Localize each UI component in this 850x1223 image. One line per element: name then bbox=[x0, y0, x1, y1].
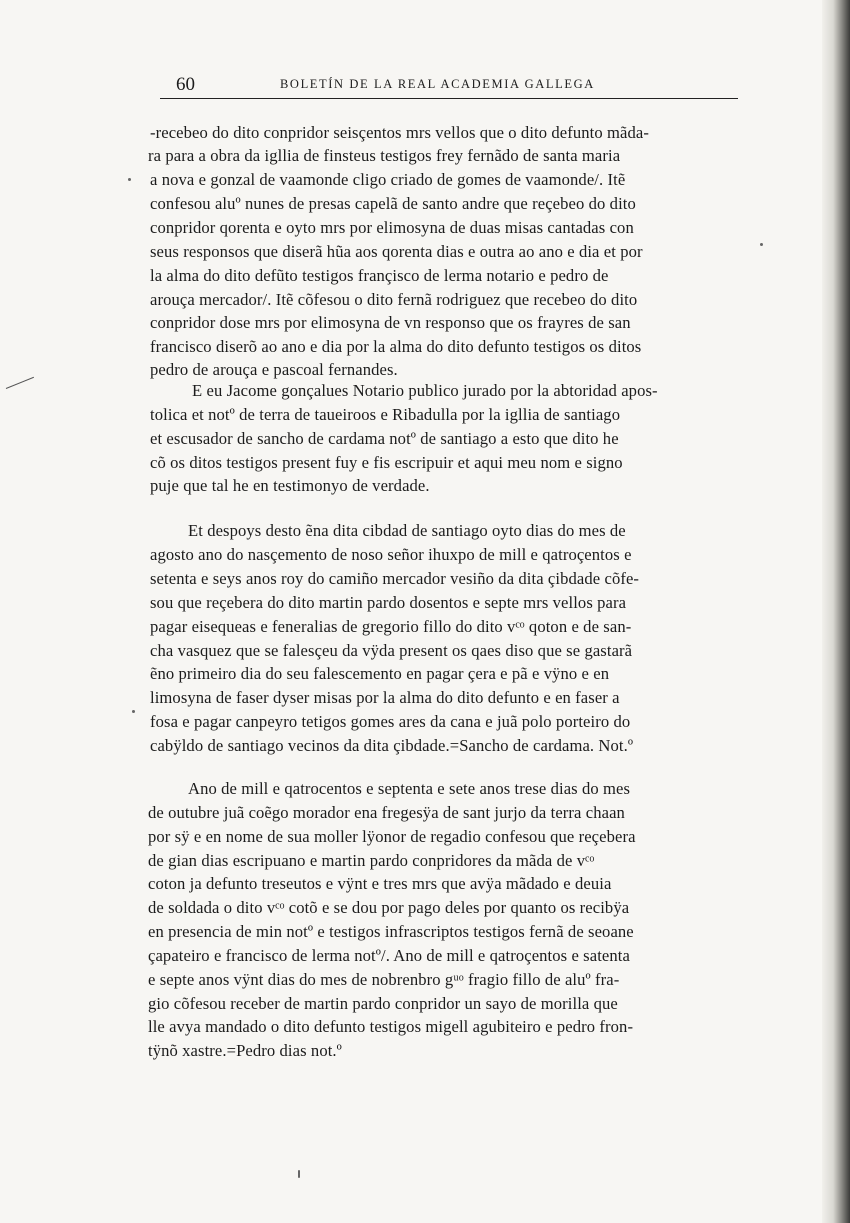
page-header bbox=[160, 68, 740, 98]
header-rule bbox=[160, 98, 738, 99]
text-line: seus responsos que diserã hũa aos qorenta dias e outra ao ano e dia et por bbox=[150, 242, 643, 261]
text-line: a nova e gonzal de vaamonde cligo criado de gomes de vaamonde/. Itẽ bbox=[150, 170, 626, 189]
text-line: confesou aluº nunes de presas capelã de santo andre que reçebeo do dito bbox=[150, 194, 636, 213]
text-line: la alma do dito defũto testigos françisco de lerma notario e pedro de bbox=[150, 266, 609, 285]
running-title: BOLETÍN DE LA REAL ACADEMIA GALLEGA bbox=[280, 77, 595, 91]
text-line: agosto ano do nasçemento de noso señor ihuxpo de mill e qatroçentos e bbox=[150, 545, 632, 564]
text-line: limosyna de faser dyser misas por la alma do dito defunto e en faser a bbox=[150, 688, 620, 707]
text-line: Ano de mill e qatrocentos e septenta e sete anos trese dias do mes bbox=[188, 779, 631, 798]
text-line: et escusador de sancho de cardama notº de santiago a esto que dito he bbox=[150, 429, 619, 448]
text-line: Et despoys desto ẽna dita cibdad de santiago oyto dias do mes de bbox=[188, 521, 626, 540]
text-line: ẽno primeiro dia do seu falescemento en pagar çera e pã e vÿno e en bbox=[150, 664, 610, 683]
text-line: E eu Jacome gonçalues Notario publico jurado por la abtoridad apos- bbox=[192, 381, 658, 400]
text-line: pagar eisequeas e feneralias de gregorio fillo do dito vᶜᵒ qoton e de san- bbox=[150, 617, 632, 636]
text-line: coton ja defunto treseutos e vÿnt e tres mrs que avÿa mãdado e deuia bbox=[148, 874, 612, 893]
text-line: fosa e pagar canpeyro tetigos gomes ares da cana e juã polo porteiro do bbox=[150, 712, 631, 731]
scan-speck bbox=[760, 243, 763, 246]
scan-speck bbox=[128, 178, 131, 181]
text-line: setenta e seys anos roy do camiño mercador vesiño da dita çibdade cõfe- bbox=[150, 569, 640, 588]
text-line: de gian dias escripuano e martin pardo conpridores da mãda de vᶜᵒ bbox=[148, 851, 595, 870]
text-line: puje que tal he en testimonyo de verdade. bbox=[150, 476, 430, 495]
text-line: gio cõfesou receber de martin pardo conpridor un sayo de morilla que bbox=[148, 994, 618, 1013]
text-line: -recebeo do dito conpridor seisçentos mrs vellos que o dito defunto mãda- bbox=[150, 123, 649, 142]
text-line: tÿnõ xastre.=Pedro dias not.º bbox=[148, 1041, 342, 1060]
text-line: lle avya mandado o dito defunto testigos migell agubiteiro e pedro fron- bbox=[148, 1017, 634, 1036]
text-line: sou que reçebera do dito martin pardo dosentos e septe mrs vellos para bbox=[150, 593, 627, 612]
text-line: de soldada o dito vᶜᵒ cotõ e se dou por pago deles por quanto os recibÿa bbox=[148, 898, 630, 917]
text-line: de outubre juã coẽgo morador ena fregesÿa de sant jurjo da terra chaan bbox=[148, 803, 625, 822]
text-line: e septe anos vÿnt dias do mes de nobrenbro gᵘᵒ fragio fillo de aluº fra- bbox=[148, 970, 620, 989]
text-line: cõ os ditos testigos present fuy e fis escripuir et aqui meu nom e signo bbox=[150, 453, 623, 472]
text-line: por sÿ e en nome de sua moller lÿonor de regadio confesou que reçebera bbox=[148, 827, 636, 846]
text-line: ra para a obra da igllia de finsteus testigos frey fernãdo de santa maria bbox=[148, 146, 621, 165]
text-line: francisco diserõ ao ano e dia por la alma do dito defunto testigos os ditos bbox=[150, 337, 642, 356]
margin-pencil-mark bbox=[6, 377, 34, 389]
scan-speck bbox=[132, 710, 135, 713]
scanned-page-edge bbox=[822, 0, 850, 1223]
page-number: 60 bbox=[176, 74, 195, 95]
text-line: cha vasquez que se falesçeu da vÿda present os qaes diso que se gastarã bbox=[150, 641, 633, 660]
text-line: arouça mercador/. Itẽ cõfesou o dito fernã rodriguez que recebeo do dito bbox=[150, 290, 638, 309]
text-line: conpridor qorenta e oyto mrs por elimosyna de duas misas cantadas con bbox=[150, 218, 634, 237]
text-line: conpridor dose mrs por elimosyna de vn responso que os frayres de san bbox=[150, 313, 631, 332]
text-line: pedro de arouça e pascoal fernandes. bbox=[150, 360, 398, 379]
text-line: cabÿldo de santiago vecinos da dita çibdade.=Sancho de cardama. Not.º bbox=[150, 736, 634, 755]
text-line: çapateiro e francisco de lerma notº/. Ano de mill e qatroçentos e satenta bbox=[148, 946, 630, 965]
scan-speck bbox=[298, 1170, 300, 1178]
text-line: en presencia de min notº e testigos infrascriptos testigos fernã de seoane bbox=[148, 922, 634, 941]
text-line: tolica et notº de terra de taueiroos e Ribadulla por la igllia de santiago bbox=[150, 405, 621, 424]
